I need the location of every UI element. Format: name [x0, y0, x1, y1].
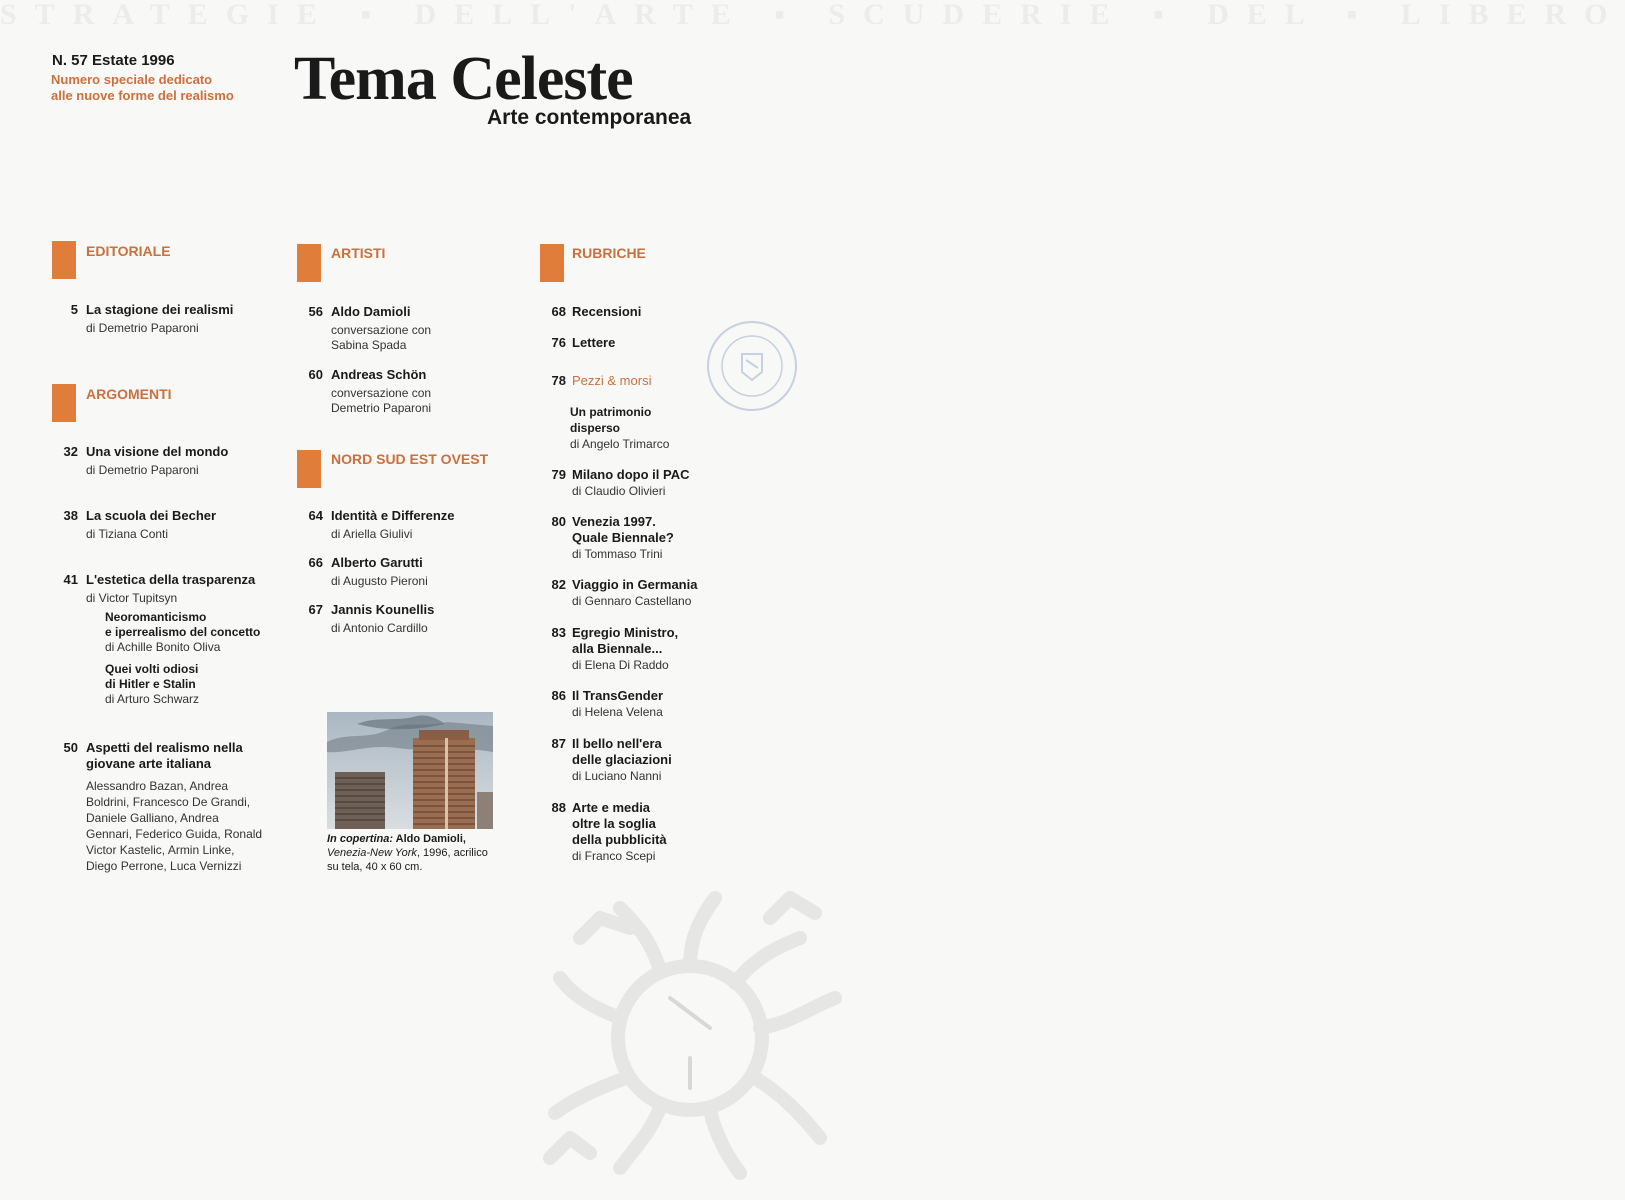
caption-details: , 1996, acrilico — [416, 847, 488, 859]
section-title-editoriale: EDITORIALE — [86, 243, 171, 259]
entry-title-line: Quei volti odiosi — [105, 662, 199, 676]
entry-title-line: Quale Biennale? — [572, 530, 674, 545]
author-line: Alessandro Bazan, Andrea — [86, 779, 229, 793]
argomenti-marker — [52, 384, 76, 422]
toc-entry[interactable] — [540, 736, 760, 784]
entry-title-line: delle glaciazioni — [572, 752, 672, 767]
special-issue-note — [51, 72, 281, 104]
entry-title-line: Milano dopo il PAC — [572, 467, 690, 482]
page-number: 82 — [551, 577, 566, 592]
section-title-rubriche: RUBRICHE — [572, 245, 646, 261]
entry-title-line: alla Biennale... — [572, 641, 663, 656]
toc-entry[interactable] — [540, 688, 760, 720]
author-line: Daniele Galliano, Andrea — [86, 811, 219, 825]
toc-entry[interactable] — [52, 508, 272, 544]
special-line-2: alle nuove forme del realismo — [51, 88, 234, 103]
entry-author: di Elena Di Raddo — [572, 658, 669, 672]
section-title-artisti: ARTISTI — [331, 245, 386, 261]
entry-author: di Arturo Schwarz — [105, 692, 200, 706]
entry-author: di Franco Scepi — [572, 849, 656, 863]
toc-entry[interactable] — [540, 467, 760, 499]
entry-title-line: oltre la soglia — [572, 816, 656, 831]
toc-entry[interactable] — [52, 572, 292, 608]
page-number: 38 — [63, 508, 78, 523]
page-number: 41 — [63, 572, 78, 587]
page-number: 60 — [308, 367, 323, 382]
entry-title-line: Aspetti del realismo nella — [86, 740, 243, 755]
entry-subtitle: conversazione con — [331, 386, 432, 400]
entry-title: Andreas Schön — [331, 367, 427, 382]
page-number: 88 — [551, 800, 566, 815]
entry-author: Sabina Spada — [331, 338, 407, 352]
entry-title: Pezzi & morsi — [572, 373, 652, 388]
entry-title-line: Viaggio in Germania — [572, 577, 698, 592]
page-number: 68 — [551, 304, 566, 319]
toc-entry[interactable] — [52, 444, 272, 480]
entry-title-line: Egregio Ministro, — [572, 625, 679, 640]
entry-title-line: Venezia 1997. — [572, 514, 656, 529]
toc-entry[interactable] — [52, 302, 272, 338]
entry-title-line: di Hitler e Stalin — [105, 677, 196, 691]
page-number: 56 — [308, 304, 323, 319]
toc-entry[interactable] — [540, 625, 760, 673]
page-number: 67 — [308, 602, 323, 617]
entry-author: di Antonio Cardillo — [331, 621, 428, 635]
page-number: 78 — [551, 373, 566, 388]
rubriche-marker — [540, 244, 564, 282]
entry-author: di Helena Velena — [572, 705, 663, 719]
page-number: 83 — [551, 625, 566, 640]
special-line-1: Numero speciale dedicato — [51, 72, 213, 87]
entry-author: di Tiziana Conti — [86, 527, 169, 541]
page-number: 87 — [551, 736, 566, 751]
entry-title-line: e iperrealismo del concetto — [105, 625, 261, 639]
page-number: 5 — [70, 302, 78, 317]
entry-author: di Angelo Trimarco — [570, 437, 670, 451]
entry-author: di Demetrio Paparoni — [86, 463, 199, 477]
entry-title: Alberto Garutti — [331, 555, 423, 570]
sun-drawing-icon — [540, 878, 840, 1178]
section-title-nord-sud-est-ovest: NORD SUD EST OVEST — [331, 451, 489, 467]
entry-title-line: della pubblicità — [572, 832, 667, 847]
toc-entry[interactable] — [297, 304, 517, 354]
entry-author: di Tommaso Trini — [572, 547, 663, 561]
entry-title-line: Un patrimonio — [570, 405, 652, 419]
caption-prefix: In copertina: — [327, 833, 394, 845]
nested-entry[interactable] — [105, 610, 305, 655]
page-number: 32 — [63, 444, 78, 459]
page-number: 64 — [308, 508, 323, 523]
page-number: 66 — [308, 555, 323, 570]
entry-author: di Victor Tupitsyn — [86, 591, 178, 605]
entry-author: di Ariella Giulivi — [331, 527, 413, 541]
entry-title-line: Neoromanticismo — [105, 610, 207, 624]
toc-entry[interactable] — [297, 555, 517, 591]
page-number: 79 — [551, 467, 566, 482]
page-number: 86 — [551, 688, 566, 703]
entry-title: Recensioni — [572, 304, 642, 319]
entry-subtitle: conversazione con — [331, 323, 432, 337]
entry-author: di Augusto Pieroni — [331, 574, 428, 588]
entry-title-line: giovane arte italiana — [86, 756, 211, 771]
entry-title-line: disperso — [570, 421, 621, 435]
entry-author: di Achille Bonito Oliva — [105, 640, 221, 654]
library-stamp-icon — [704, 318, 800, 414]
toc-entry[interactable] — [540, 800, 760, 864]
toc-entry[interactable] — [540, 577, 760, 609]
toc-entry[interactable] — [540, 514, 760, 562]
magazine-title: Tema Celeste — [294, 45, 633, 113]
entry-title: L'estetica della trasparenza — [86, 572, 256, 587]
toc-entry[interactable] — [297, 508, 517, 544]
caption-artist: Aldo Damioli, — [393, 833, 466, 845]
toc-entry[interactable] — [297, 602, 517, 638]
entry-author: di Claudio Olivieri — [572, 484, 666, 498]
caption-medium: su tela, 40 x 60 cm. — [327, 861, 423, 873]
entry-author: di Luciano Nanni — [572, 769, 662, 783]
cover-image — [327, 712, 493, 829]
entry-title-line: Il TransGender — [572, 688, 664, 703]
entry-author: di Gennaro Castellano — [572, 594, 692, 608]
artisti-marker — [297, 244, 321, 282]
entry-author: Demetrio Paparoni — [331, 401, 432, 415]
caption-work-title: Venezia-New York — [327, 847, 417, 859]
cover-painting-icon — [327, 712, 493, 829]
ghost-header-band: STRATEGIE ▪ DELL'ARTE ▪ SCUDERIE ▪ DEL ▪ LIBERO — [0, 0, 1625, 31]
section-title-argomenti: ARGOMENTI — [86, 386, 172, 402]
nord-marker — [297, 450, 321, 488]
editoriale-marker — [52, 241, 76, 279]
entry-title: Aldo Damioli — [331, 304, 411, 319]
entry-title-line: Arte e media — [572, 800, 651, 815]
page-number: 76 — [551, 335, 566, 350]
magazine-subtitle: Arte contemporanea — [487, 106, 692, 129]
entry-title: Identità e Differenze — [331, 508, 455, 523]
author-line: Diego Perrone, Luca Vernizzi — [86, 859, 242, 873]
entry-title: Lettere — [572, 335, 616, 350]
entry-author: di Demetrio Paparoni — [86, 321, 199, 335]
cover-caption — [327, 832, 507, 874]
entry-title: La scuola dei Becher — [86, 508, 217, 523]
author-list — [86, 778, 292, 874]
page-number: 50 — [63, 740, 78, 755]
author-line: Boldrini, Francesco De Grandi, — [86, 795, 251, 809]
entry-title: Una visione del mondo — [86, 444, 229, 459]
author-line: Gennari, Federico Guida, Ronald — [86, 827, 263, 841]
entry-title-line: Il bello nell'era — [572, 736, 662, 751]
toc-entry-group[interactable] — [52, 740, 292, 874]
nested-entry[interactable] — [105, 662, 305, 707]
page-number: 80 — [551, 514, 566, 529]
toc-entry[interactable] — [297, 367, 517, 417]
entry-title: Jannis Kounellis — [331, 602, 435, 617]
entry-title: La stagione dei realismi — [86, 302, 234, 317]
issue-number: N. 57 Estate 1996 — [52, 52, 175, 69]
author-line: Victor Kastelic, Armin Linke, — [86, 843, 235, 857]
